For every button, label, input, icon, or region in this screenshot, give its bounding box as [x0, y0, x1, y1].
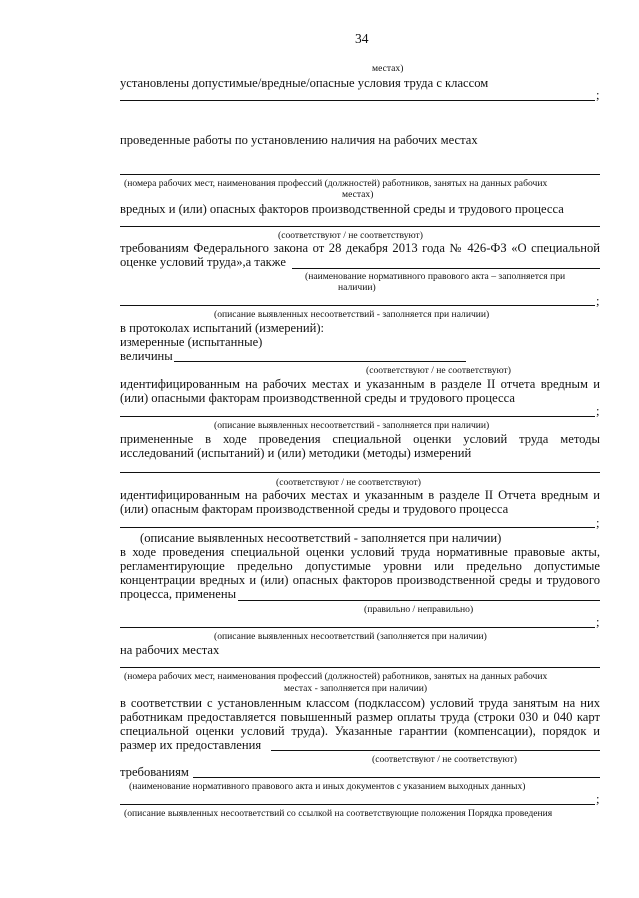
- text-line: размер их предоставления: [120, 738, 262, 752]
- text-line: примененные в ходе проведения специальной оценки условий труда методы: [120, 432, 600, 446]
- fill-line: [120, 174, 600, 175]
- fill-line: [120, 527, 595, 528]
- text-line: на рабочих местах: [120, 643, 220, 657]
- caption-line: (соответствуют / не соответствуют): [366, 365, 511, 376]
- fill-line: [193, 777, 600, 778]
- fill-line: [120, 100, 595, 101]
- text-line: в ходе проведения специальной оценки условий труда нормативные правовые акты,: [120, 545, 600, 559]
- text-line: требованиям: [120, 765, 189, 779]
- caption-line: (наименование нормативного правового акта – заполняется при: [305, 271, 566, 282]
- fill-line: [238, 600, 600, 601]
- caption-line: (описание выявленных несоответствий - заполняется при наличии): [214, 309, 490, 320]
- text-line: специальной оценки условий труда). Указанные гарантии (компенсации), порядок и: [120, 724, 600, 738]
- caption-line: местах - заполняется при наличии): [284, 683, 428, 694]
- text-line: установлены допустимые/вредные/опасные условия труда с классом: [120, 76, 489, 90]
- caption-line: (описание выявленных несоответствий со ссылкой на соответствующие положения Порядка проведения: [124, 808, 553, 819]
- text-line: (или) опасным факторам производственной среды и трудового процесса: [120, 502, 509, 516]
- fill-line: [120, 667, 600, 668]
- fill-line: [271, 750, 600, 751]
- text-line: проведенные работы по установлению наличия на рабочих местах: [120, 133, 478, 147]
- page-number: 34: [355, 31, 369, 46]
- text-line: концентрации вредных и (или) опасных факторов производственной среды и трудового: [120, 573, 600, 587]
- text-line: идентифицированным на рабочих местах и указанным в разделе II отчета вредным и: [120, 377, 600, 391]
- semicolon: ;: [596, 294, 600, 308]
- caption-line: (описание выявленных несоответствий (заполняется при наличии): [214, 631, 487, 642]
- caption-line: местах): [372, 63, 404, 74]
- text-line: оценке условий труда»,а также: [120, 255, 286, 269]
- fill-line: [174, 361, 466, 362]
- text-line: в соответствии с установленным классом (подклассом) условий труда занятым на них: [120, 696, 600, 710]
- caption-line: местах): [342, 189, 374, 200]
- caption-line: (номера рабочих мест, наименования профессий (должностей) работников, занятых на данных рабочих: [124, 671, 548, 682]
- fill-line: [292, 268, 600, 269]
- semicolon: ;: [596, 792, 600, 806]
- caption-line: (соответствуют / не соответствуют): [372, 754, 517, 765]
- text-line: величины: [120, 349, 173, 363]
- text-line: (или) опасными факторам производственной среды и трудового процесса: [120, 391, 515, 405]
- semicolon: ;: [596, 88, 600, 102]
- text-line: измеренные (испытанные): [120, 335, 263, 349]
- fill-line: [120, 226, 600, 227]
- semicolon: ;: [596, 516, 600, 530]
- text-line: исследований (испытаний) и (или) методики (методы) измерений: [120, 446, 472, 460]
- text-line: в протоколах испытаний (измерений):: [120, 321, 325, 335]
- semicolon: ;: [596, 615, 600, 629]
- fill-line: [120, 305, 595, 306]
- text-line: процесса, применены: [120, 587, 237, 601]
- caption-line: (соответствуют / не соответствуют): [276, 477, 421, 488]
- fill-line: [120, 804, 595, 805]
- caption-line: (соответствуют / не соответствуют): [278, 230, 423, 241]
- fill-line: [120, 472, 600, 473]
- fill-line: [120, 627, 595, 628]
- text-line: вредных и (или) опасных факторов производственной среды и трудового процесса: [120, 202, 564, 216]
- text-line: работникам предоставляется повышенный размер оплаты труда (строки 030 и 040 карт: [120, 710, 600, 724]
- text-line: идентифицированным на рабочих местах и указанным в разделе II Отчета вредным и: [120, 488, 600, 502]
- text-line: требованиям Федерального закона от 28 декабря 2013 года № 426-ФЗ «О специальной: [120, 241, 600, 255]
- semicolon: ;: [596, 404, 600, 418]
- caption-line: (наименование нормативного правового акта и иных документов с указанием выходных данных): [129, 781, 526, 792]
- caption-line: (номера рабочих мест, наименования профессий (должностей) работников, занятых на данных рабочих: [124, 178, 548, 189]
- fill-line: [120, 416, 595, 417]
- text-line: регламентирующие предельно допустимые уровни или предельно допустимые: [120, 559, 600, 573]
- caption-line: (описание выявленных несоответствий - заполняется при наличии): [214, 420, 490, 431]
- caption-line: (правильно / неправильно): [364, 604, 474, 615]
- caption-line: наличии): [338, 282, 376, 293]
- text-line: (описание выявленных несоответствий - заполняется при наличии): [140, 531, 502, 545]
